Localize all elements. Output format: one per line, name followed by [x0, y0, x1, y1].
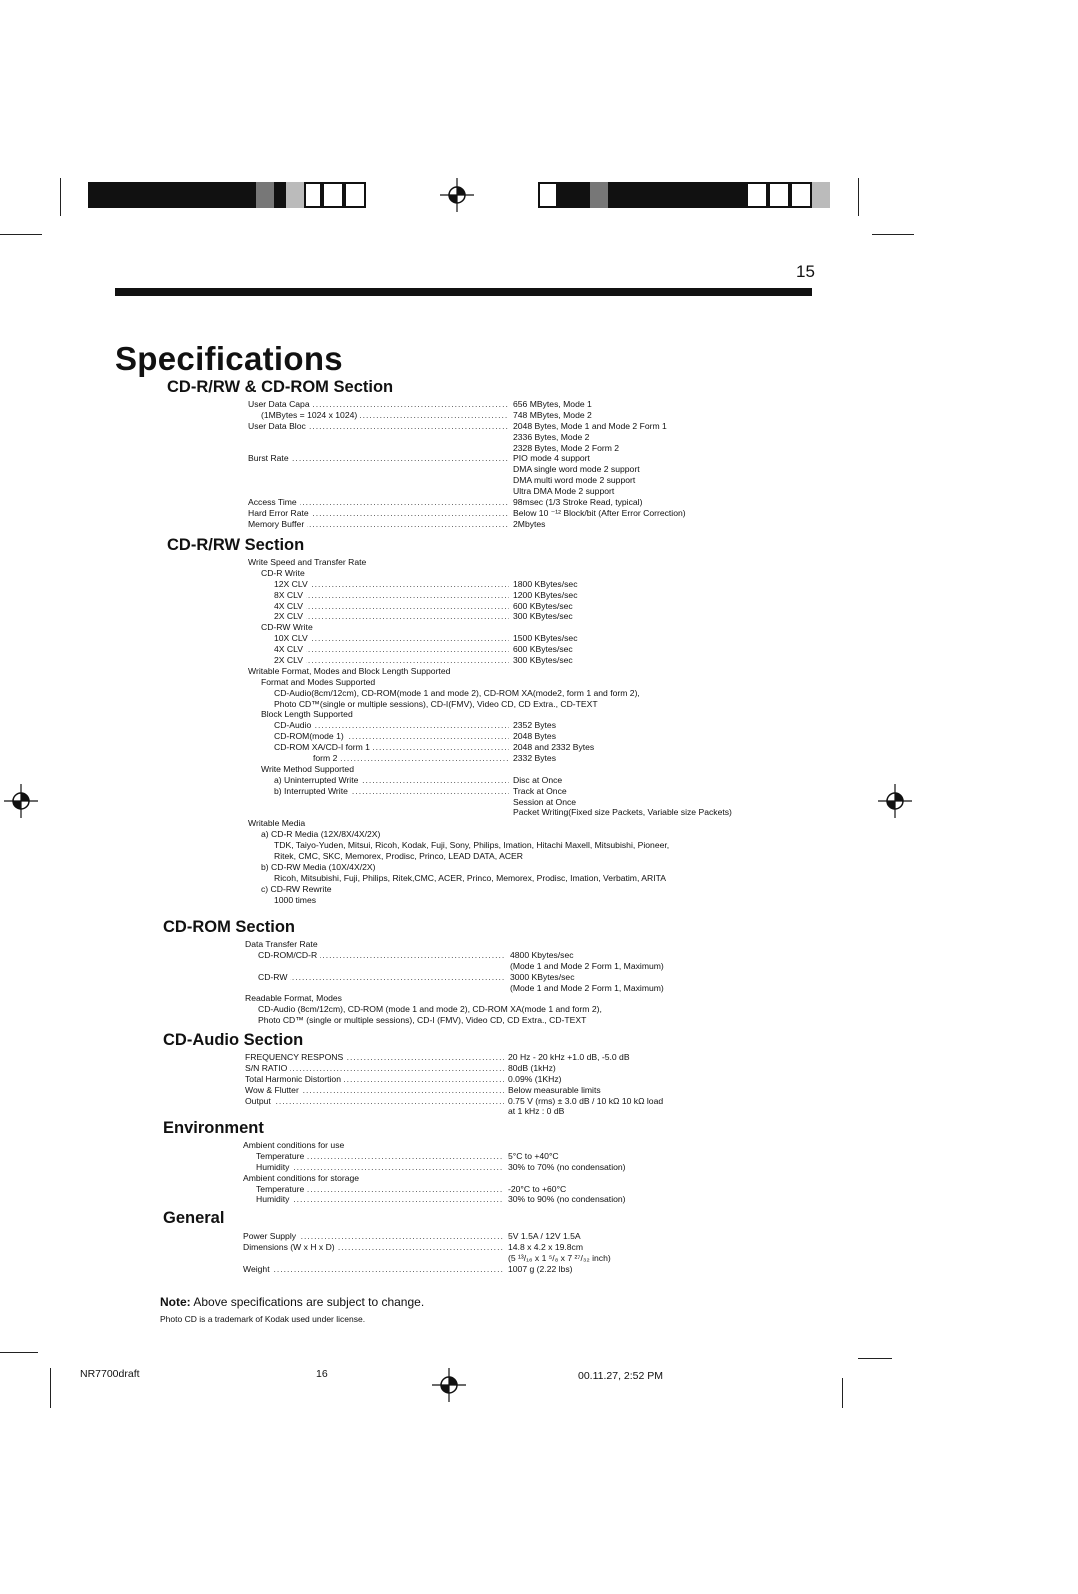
spec-text: 1000 times — [274, 894, 317, 905]
spec-text: a) CD-R Media (12X/8X/4X/2X) — [261, 829, 381, 840]
spec-list — [243, 1140, 783, 1205]
spec-text: Ambient conditions for use — [243, 1140, 345, 1150]
spec-value: PIO mode 4 support — [513, 453, 590, 464]
spec-row — [248, 677, 788, 688]
spec-value: 2328 Bytes, Mode 2 Form 2 — [513, 442, 620, 453]
spec-value: Packet Writing(Fixed size Packets, Variable size Packets) — [513, 807, 732, 818]
crop-mark — [872, 234, 914, 235]
spec-text: Photo CD™ (single or multiple sessions), CD-I (FMV), Video CD, CD Extra., CD-TEXT — [258, 1015, 587, 1026]
spec-row — [248, 775, 788, 786]
spec-value: 0.75 V (rms) ± 3.0 dB / 10 kΩ 10 kΩ load — [508, 1095, 664, 1106]
spec-text: Ricoh, Mitsubishi, Fuji, Philips, Ritek,CMC, ACER, Princo, Memorex, Prodisc, Imation, Verbatim, ARITA — [274, 872, 666, 883]
spec-label-text: CD-ROM XA/CD-I form 1 — [274, 742, 373, 752]
spec-row — [245, 1106, 785, 1117]
spec-label — [274, 579, 509, 590]
spec-label-text: 8X CLV — [274, 590, 306, 600]
spec-value: DMA multi word mode 2 support — [513, 475, 636, 486]
spec-value: 300 KBytes/sec — [513, 655, 573, 666]
spec-label-text: 4X CLV — [274, 601, 306, 611]
spec-value: 30% to 70% (no condensation) — [508, 1161, 626, 1172]
spec-row — [248, 590, 788, 601]
spec-value: (Mode 1 and Mode 2 Form 1, Maximum) — [510, 982, 664, 993]
spec-row — [245, 1096, 785, 1107]
spec-label-text: form 2 — [313, 753, 340, 763]
spec-row — [245, 1074, 785, 1085]
spec-row — [248, 421, 788, 432]
spec-row — [248, 601, 788, 612]
crop-mark — [858, 178, 859, 216]
spec-row — [248, 818, 788, 829]
spec-text: b) CD-RW Media (10X/4X/2X) — [261, 861, 376, 872]
trademark-notice: Photo CD is a trademark of Kodak used under license. — [160, 1314, 366, 1324]
spec-value: 600 KBytes/sec — [513, 644, 573, 655]
crop-mark — [842, 1378, 843, 1408]
spec-label-text: Power Supply — [243, 1231, 299, 1241]
spec-row — [248, 453, 788, 464]
spec-label-text: Temperature — [256, 1151, 307, 1161]
spec-row — [248, 611, 788, 622]
spec-row — [248, 884, 788, 895]
spec-label-text: 2X CLV — [274, 655, 306, 665]
spec-label — [258, 950, 506, 961]
spec-row — [245, 1004, 785, 1015]
spec-row — [248, 829, 788, 840]
spec-text: Writable Media — [248, 818, 306, 829]
spec-text: CD-Audio (8cm/12cm), CD-ROM (mode 1 and mode 2), CD-ROM XA(mode 1 and form 2), — [258, 1004, 602, 1015]
spec-value: 2048 Bytes, Mode 1 and Mode 2 Form 1 — [513, 420, 667, 431]
spec-label — [248, 421, 509, 432]
spec-value: 656 MBytes, Mode 1 — [513, 399, 592, 409]
spec-row — [248, 475, 788, 486]
spec-label-text: Total Harmonic Distortion — [245, 1074, 344, 1084]
section-heading: Environment — [163, 1119, 264, 1137]
spec-label-text: FREQUENCY RESPONS — [245, 1052, 346, 1062]
spec-value: 748 MBytes, Mode 2 — [513, 409, 592, 420]
spec-label-text: 4X CLV — [274, 644, 306, 654]
spec-text: TDK, Taiyo-Yuden, Mitsui, Ricoh, Kodak, Fuji, Sony, Philips, Imation, Hitachi Maxell, Mitsubishi, Pioneer, — [274, 840, 670, 851]
spec-row — [248, 797, 788, 808]
spec-row — [245, 939, 785, 950]
spec-label — [274, 742, 509, 753]
spec-row — [248, 709, 788, 720]
section-heading: CD-ROM Section — [163, 918, 295, 936]
spec-label-text: 12X CLV — [274, 579, 311, 589]
spec-text: CD-Audio(8cm/12cm), CD-ROM(mode 1 and mode 2), CD-ROM XA(mode2, form 1 and form 2), — [274, 687, 640, 698]
spec-row — [248, 633, 788, 644]
spec-row — [248, 443, 788, 454]
spec-row — [245, 983, 785, 994]
spec-row — [243, 1231, 783, 1242]
spec-value: 98msec (1/3 Stroke Read, typical) — [513, 497, 643, 508]
spec-label — [248, 508, 509, 519]
note-label: Note: — [160, 1295, 191, 1309]
spec-label-text: Humidity — [256, 1194, 292, 1204]
spec-row — [243, 1194, 783, 1205]
note-text: Above specifications are subject to change. — [190, 1295, 425, 1309]
spec-row — [245, 950, 785, 961]
spec-label — [274, 655, 509, 666]
spec-value: at 1 kHz : 0 dB — [508, 1106, 565, 1117]
spec-row — [248, 786, 788, 797]
spec-row — [248, 666, 788, 677]
spec-text: Write Speed and Transfer Rate — [248, 557, 367, 567]
spec-list — [248, 399, 788, 530]
spec-value: 2332 Bytes — [513, 753, 556, 764]
spec-value: DMA single word mode 2 support — [513, 464, 640, 475]
spec-value: 2Mbytes — [513, 518, 546, 529]
spec-label — [274, 644, 509, 655]
spec-row — [248, 399, 788, 410]
crop-mark — [50, 1368, 51, 1408]
spec-row — [248, 519, 788, 530]
spec-row — [243, 1151, 783, 1162]
spec-label-text: CD-ROM/CD-R — [258, 950, 320, 960]
spec-label — [243, 1264, 504, 1275]
spec-text: Ritek, CMC, SKC, Memorex, Prodisc, Princo, LEAD DATA, ACER — [274, 851, 523, 862]
spec-label-text: Dimensions (W x H x D) — [243, 1242, 338, 1252]
spec-row — [248, 655, 788, 666]
section-heading: CD-R/RW Section — [167, 536, 305, 554]
spec-row — [243, 1242, 783, 1253]
spec-row — [248, 764, 788, 775]
spec-value: 30% to 90% (no condensation) — [508, 1194, 626, 1205]
spec-row — [248, 807, 788, 818]
spec-label-text: CD-RW — [258, 972, 290, 982]
spec-label — [248, 453, 509, 464]
spec-text: Data Transfer Rate — [245, 939, 318, 949]
registration-bar-right — [538, 182, 830, 208]
spec-row — [248, 742, 788, 753]
spec-value: 600 KBytes/sec — [513, 600, 573, 611]
spec-label — [256, 1194, 504, 1205]
spec-row — [248, 579, 788, 590]
spec-list — [248, 557, 788, 906]
spec-label — [243, 1242, 504, 1253]
note — [160, 1295, 424, 1309]
footer-filename: NR7700draft — [80, 1368, 140, 1380]
registration-crosshair-icon — [440, 178, 474, 212]
crop-mark — [0, 234, 42, 235]
spec-value: 1500 KBytes/sec — [513, 633, 578, 644]
spec-row — [248, 508, 788, 519]
spec-row — [243, 1184, 783, 1195]
spec-row — [245, 993, 785, 1004]
spec-label — [313, 753, 509, 764]
spec-text: Photo CD™(single or multiple sessions), CD-I(FMV), Video CD, CD Extra., CD-TEXT — [274, 698, 598, 709]
spec-list — [245, 939, 785, 1026]
spec-label — [256, 1151, 504, 1162]
spec-row — [243, 1140, 783, 1151]
crop-mark — [0, 1352, 38, 1353]
spec-value: 2352 Bytes — [513, 720, 556, 731]
registration-crosshair-icon — [432, 1368, 466, 1402]
spec-value: -20°C to +60°C — [508, 1183, 567, 1194]
section-heading: CD-Audio Section — [163, 1031, 304, 1049]
spec-label-text: (1MBytes = 1024 x 1024) — [261, 410, 360, 420]
footer-timestamp: 00.11.27, 2:52 PM — [578, 1370, 664, 1382]
page-title: Specifications — [115, 340, 343, 377]
spec-row — [248, 720, 788, 731]
spec-label — [261, 410, 509, 421]
spec-row — [248, 486, 788, 497]
spec-label — [256, 1184, 504, 1195]
spec-label — [248, 497, 509, 508]
spec-row — [248, 432, 788, 443]
spec-label-text: CD-Audio — [274, 720, 314, 730]
spec-row — [243, 1253, 783, 1264]
spec-value: Track at Once — [513, 785, 567, 796]
spec-value: 2336 Bytes, Mode 2 — [513, 431, 590, 442]
spec-row — [248, 851, 788, 862]
spec-label-text: User Data Bloc — [248, 421, 309, 431]
spec-label-text: Humidity — [256, 1162, 292, 1172]
spec-label-text: Access Time — [248, 497, 300, 507]
spec-value: Ultra DMA Mode 2 support — [513, 486, 615, 497]
spec-row — [248, 873, 788, 884]
registration-crosshair-icon — [878, 784, 912, 818]
spec-value: 0.09% (1KHz) — [508, 1073, 562, 1084]
spec-row — [245, 1052, 785, 1063]
spec-text: Format and Modes Supported — [261, 676, 376, 687]
spec-row — [248, 557, 788, 568]
spec-label — [245, 1052, 504, 1063]
spec-label — [274, 633, 509, 644]
section-heading: CD-R/RW & CD-ROM Section — [167, 378, 394, 396]
spec-label-text: Memory Buffer — [248, 519, 307, 529]
spec-label — [274, 601, 509, 612]
spec-row — [248, 840, 788, 851]
spec-value: 5V 1.5A / 12V 1.5A — [508, 1231, 581, 1241]
spec-label-text: Weight — [243, 1264, 273, 1274]
spec-value: Below measurable limits — [508, 1084, 601, 1095]
spec-value: 4800 Kbytes/sec — [510, 949, 574, 960]
spec-text: Write Method Supported — [261, 763, 354, 774]
spec-value: 20 Hz - 20 kHz +1.0 dB, -5.0 dB — [508, 1052, 630, 1062]
spec-label-text: Wow & Flutter — [245, 1085, 302, 1095]
spec-label — [248, 399, 509, 410]
spec-row — [248, 862, 788, 873]
spec-row — [248, 644, 788, 655]
crop-mark — [60, 178, 61, 216]
spec-row — [245, 1063, 785, 1074]
spec-label — [245, 1063, 504, 1074]
spec-label-text: 10X CLV — [274, 633, 311, 643]
spec-label-text: a) Uninterrupted Write — [274, 775, 361, 785]
header-rule — [115, 288, 812, 296]
spec-label — [258, 972, 506, 983]
spec-row — [248, 622, 788, 633]
spec-value: (Mode 1 and Mode 2 Form 1, Maximum) — [510, 960, 664, 971]
spec-text: Block Length Supported — [261, 709, 353, 720]
spec-label-text: User Data Capa — [248, 399, 313, 409]
spec-value: Below 10 ⁻¹² Block/bit (After Error Correction) — [513, 507, 686, 518]
registration-bar-left — [88, 182, 366, 208]
spec-text: Writable Format, Modes and Block Length Supported — [248, 665, 451, 676]
spec-label — [274, 731, 509, 742]
spec-value: 3000 KBytes/sec — [510, 971, 575, 982]
spec-text: Readable Format, Modes — [245, 993, 342, 1004]
spec-row — [248, 895, 788, 906]
spec-text: CD-R Write — [261, 567, 305, 578]
spec-text: CD-RW Write — [261, 622, 313, 633]
section-heading: General — [163, 1209, 225, 1227]
spec-label — [274, 720, 509, 731]
crop-mark — [858, 1358, 892, 1359]
spec-label — [274, 786, 509, 797]
spec-label-text: 2X CLV — [274, 611, 306, 621]
spec-list — [245, 1052, 785, 1117]
registration-crosshair-icon — [4, 784, 38, 818]
spec-label — [248, 519, 509, 530]
spec-value: 1200 KBytes/sec — [513, 589, 578, 600]
spec-label — [274, 775, 509, 786]
spec-label — [245, 1074, 504, 1085]
spec-row — [243, 1264, 783, 1275]
spec-text: c) CD-RW Rewrite — [261, 883, 332, 894]
spec-value: 1007 g (2.22 lbs) — [508, 1263, 573, 1274]
spec-row — [245, 961, 785, 972]
spec-label — [256, 1162, 504, 1173]
spec-label-text: Output — [245, 1096, 274, 1106]
spec-row — [248, 688, 788, 699]
spec-row — [243, 1173, 783, 1184]
spec-label — [274, 590, 509, 601]
spec-row — [248, 753, 788, 764]
spec-row — [245, 972, 785, 983]
spec-label — [274, 611, 509, 622]
spec-label-text: Temperature — [256, 1184, 307, 1194]
footer-page: 16 — [316, 1368, 328, 1380]
spec-value: 80dB (1kHz) — [508, 1062, 556, 1073]
spec-row — [248, 464, 788, 475]
spec-value: 14.8 x 4.2 x 19.8cm — [508, 1241, 583, 1252]
spec-value: 5°C to +40°C — [508, 1150, 559, 1161]
spec-label-text: CD-ROM(mode 1) — [274, 731, 347, 741]
spec-value: 2048 and 2332 Bytes — [513, 742, 595, 753]
spec-label-text: S/N RATIO — [245, 1063, 290, 1073]
spec-label-text: Burst Rate — [248, 453, 292, 463]
spec-row — [245, 1015, 785, 1026]
spec-value: Session at Once — [513, 796, 577, 807]
spec-row — [248, 497, 788, 508]
spec-list — [243, 1231, 783, 1275]
spec-label — [243, 1231, 504, 1242]
spec-row — [245, 1085, 785, 1096]
spec-row — [248, 731, 788, 742]
spec-label — [245, 1085, 504, 1096]
spec-row — [248, 568, 788, 579]
spec-row — [248, 410, 788, 421]
spec-label-text: Hard Error Rate — [248, 508, 312, 518]
spec-label-text: b) Interrupted Write — [274, 786, 351, 796]
spec-value: 300 KBytes/sec — [513, 611, 573, 622]
spec-label — [245, 1096, 504, 1107]
spec-value: 2048 Bytes — [513, 731, 556, 742]
spec-row — [243, 1162, 783, 1173]
spec-value: 1800 KBytes/sec — [513, 578, 578, 589]
page-number: 15 — [796, 262, 815, 281]
spec-row — [248, 699, 788, 710]
spec-value: Disc at Once — [513, 774, 563, 785]
spec-value: (5 ¹³/₁₆ x 1 ⁵/₈ x 7 ²⁷/₃₂ inch) — [508, 1252, 611, 1263]
spec-text: Ambient conditions for storage — [243, 1172, 360, 1183]
